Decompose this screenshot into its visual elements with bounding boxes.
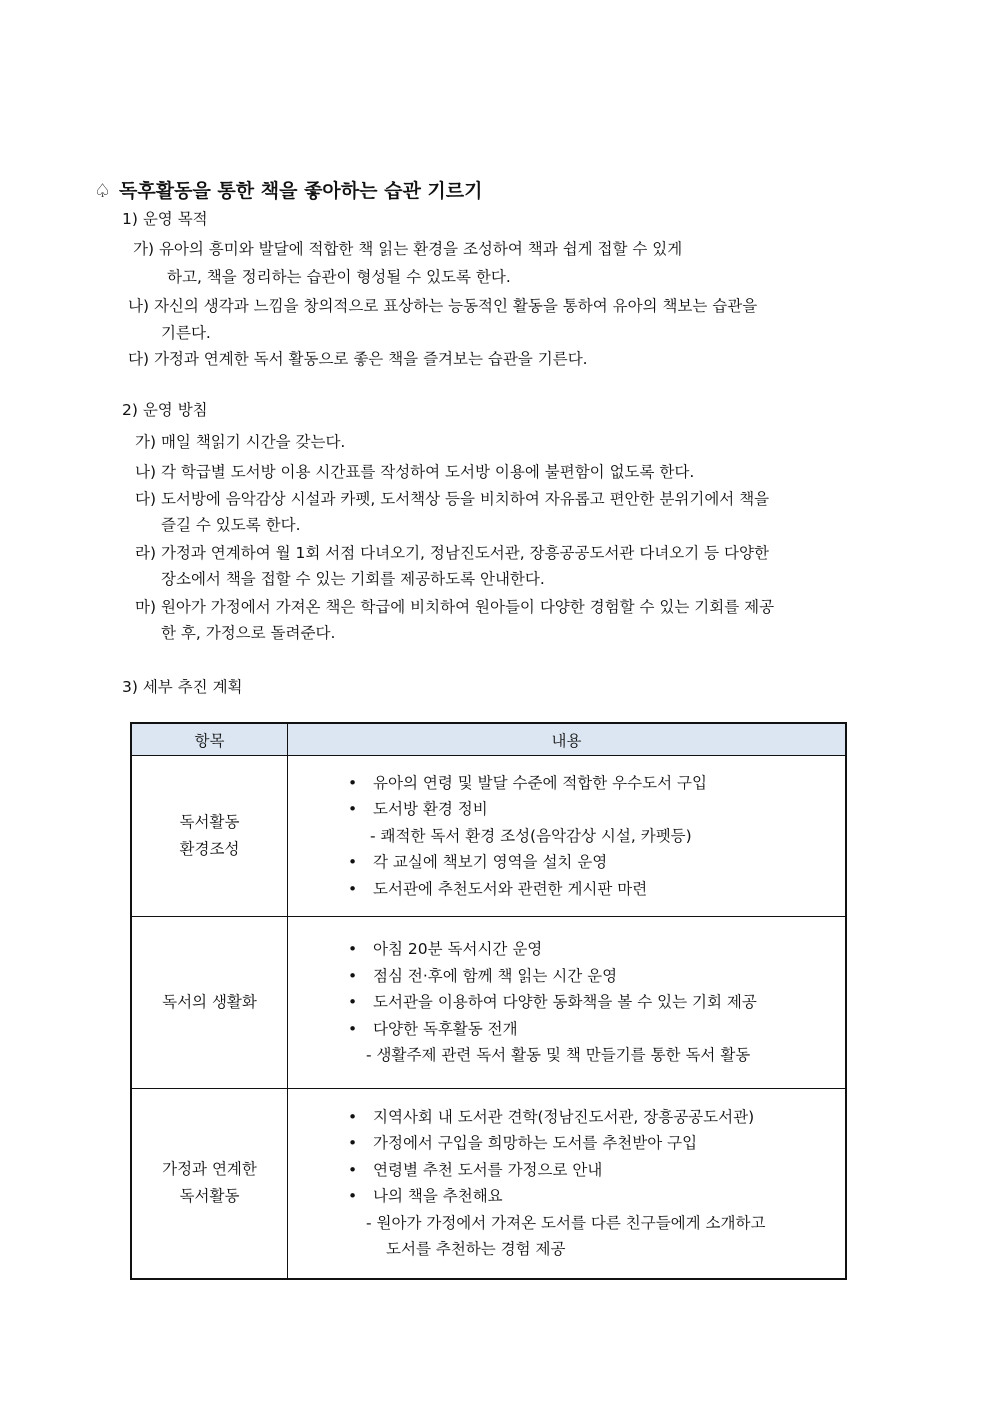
section1-item-na: 나) 자신의 생각과 느낌을 창의적으로 표상하는 능동적인 활동을 통하여 유아의 책보는 습관을 [128,297,758,315]
section2-item-ma: 마) 원아가 가정에서 가져온 책은 학급에 비치하여 원아들이 다양한 경험할 수 있는 기회를 제공 [135,598,775,616]
plan-table [130,722,847,1280]
row-content [288,917,847,1089]
list-item: • 유아의 연령 및 발달 수준에 적합한 우수도서 구입 [346,770,845,797]
list-item: • 다양한 독후활동 전개 [346,1016,845,1043]
section1-heading: 1) 운영 목적 [122,210,208,228]
section1-item-ga-cont: 하고, 책을 정리하는 습관이 형성될 수 있도록 한다. [167,268,511,286]
header-content: 내용 [288,723,847,756]
row-category [131,1089,288,1279]
row-content [288,756,847,917]
section2-item-da: 다) 도서방에 음악감상 시설과 카펫, 도서책상 등을 비치하여 자유롭고 편안한 분위기에서 책을 [135,490,770,508]
list-subitem: - 원아가 가정에서 가져온 도서를 다른 친구들에게 소개하고 [366,1213,766,1232]
row-category [131,756,288,917]
row-content [288,1089,847,1279]
list-item: • 도서방 환경 정비 [346,796,845,823]
spade-icon: ♤ [94,180,112,202]
section1-item-da: 다) 가정과 연계한 독서 활동으로 좋은 책을 즐겨보는 습관을 기른다. [128,350,588,368]
list-subitem: - 생활주제 관련 독서 활동 및 책 만들기를 통한 독서 활동 [366,1046,751,1065]
section2-item-ma-cont: 한 후, 가정으로 돌려준다. [161,624,336,642]
header-category: 항목 [131,723,288,756]
section2-item-da-cont: 즐길 수 있도록 한다. [161,516,301,534]
table-header-row [131,723,846,756]
category-line: 독서활동 [179,813,240,831]
category-line: 독서활동 [179,1187,240,1206]
section2-item-ra: 라) 가정과 연계하여 월 1회 서점 다녀오기, 정남진도서관, 장흥공공도서관 다녀오기 등 다양한 [135,544,769,562]
table-row [131,917,846,1089]
section3-heading: 3) 세부 추진 계획 [122,678,243,696]
list-item: • 도서관을 이용하여 다양한 동화책을 볼 수 있는 기회 제공 [346,989,845,1016]
section1-item-na-cont: 기른다. [161,324,211,342]
category-line: 가정과 연계한 [162,1160,257,1179]
list-item: • 나의 책을 추천해요 [346,1183,845,1210]
table-row [131,1089,846,1279]
category-line: 환경조성 [179,840,240,858]
list-item: • 가정에서 구입을 희망하는 도서를 추천받아 구입 [346,1130,845,1157]
list-item: • 지역사회 내 도서관 견학(정남진도서관, 장흥공공도서관) [346,1104,845,1131]
section1-item-ga: 가) 유아의 흥미와 발달에 적합한 책 읽는 환경을 조성하여 책과 쉽게 접할 수 있게 [133,240,683,258]
title-text: 독후활동을 통한 책을 좋아하는 습관 기르기 [119,180,483,202]
section2-item-ga: 가) 매일 책읽기 시간을 갖는다. [135,433,346,451]
category-line: 독서의 생활화 [162,993,257,1011]
section2-item-na: 나) 각 학급별 도서방 이용 시간표를 작성하여 도서방 이용에 불편함이 없도록 한다. [135,463,695,481]
list-item: • 도서관에 추천도서와 관련한 게시판 마련 [346,876,845,903]
list-subitem: 도서를 추천하는 경험 제공 [386,1240,566,1259]
list-item: • 각 교실에 책보기 영역을 설치 운영 [346,849,845,876]
list-item: • 점심 전·후에 함께 책 읽는 시간 운영 [346,963,845,990]
document-title [94,176,483,203]
section2-item-ra-cont: 장소에서 책을 접할 수 있는 기회를 제공하도록 안내한다. [161,570,545,588]
table-row [131,756,846,917]
section2-heading: 2) 운영 방침 [122,401,208,419]
row-category [131,917,288,1089]
list-item: • 연령별 추천 도서를 가정으로 안내 [346,1157,845,1184]
list-item: • 아침 20분 독서시간 운영 [346,936,845,963]
list-subitem: - 쾌적한 독서 환경 조성(음악감상 시설, 카펫등) [370,826,692,845]
